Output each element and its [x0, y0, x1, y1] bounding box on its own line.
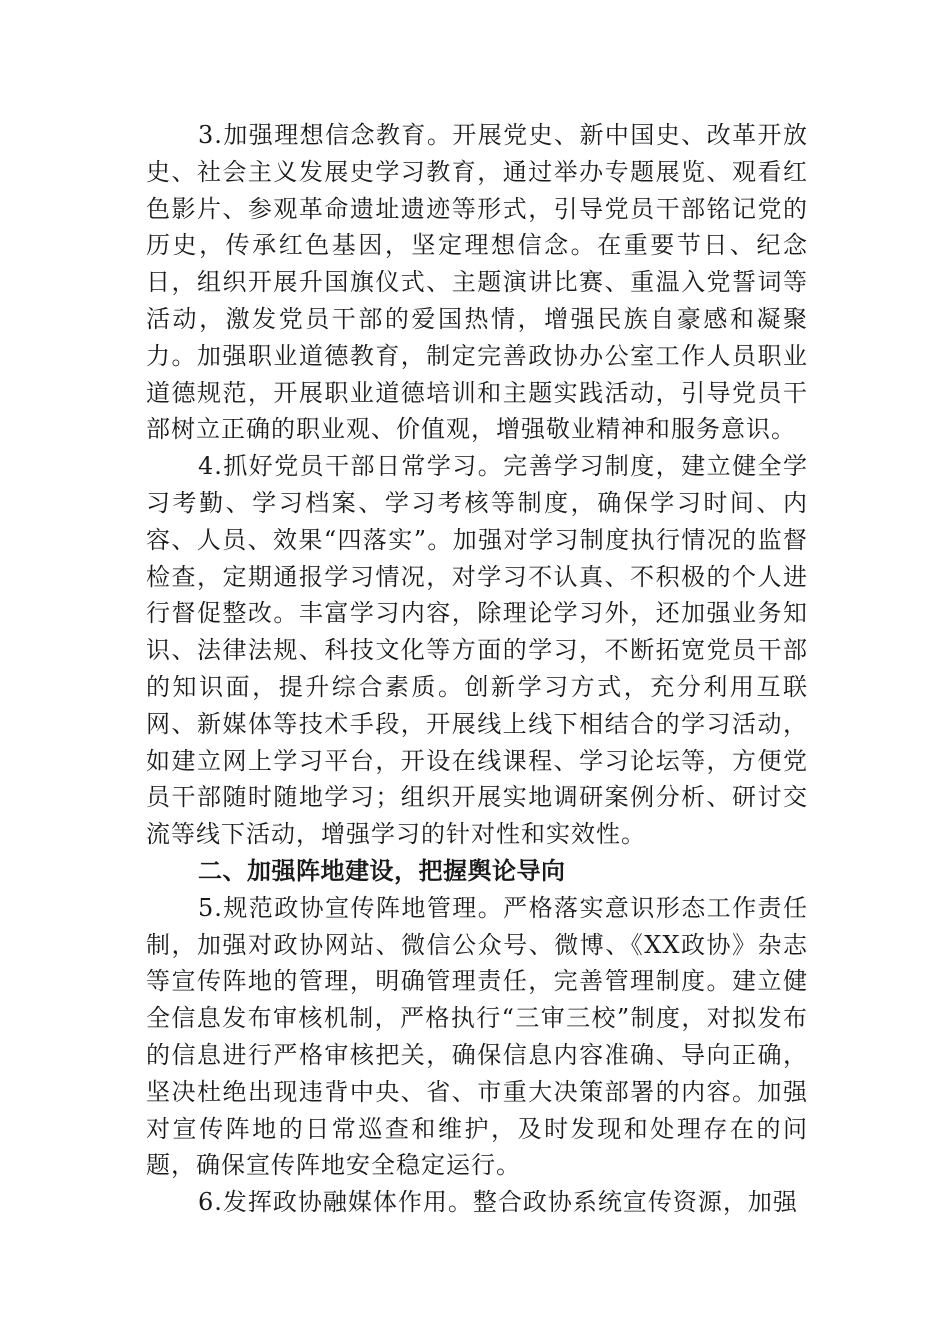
section-heading: 二、加强阵地建设，把握舆论导向 [198, 856, 566, 885]
paragraph-media-role: 6.发挥政协融媒体作用。整合政协系统宣传资源，加强 [198, 1188, 798, 1217]
document-body [146, 117, 808, 1221]
paragraph-ideals-education: 3.加强理想信念教育。开展党史、新中国史、改革开放史、社会主义发展史学习教育，通过举办专题展览、观看红色影片、参观革命遗址遗迹等形式，引导党员干部铭记党的历史，传承红色基因，坚定理想信念。在重要节日、纪念日，组织开展升国旗仪式、主题演讲比赛、重温入党誓词等活动，激发党员干部的爱国热情，增强民族自豪感和凝聚力。加强职业道德教育，制定完善政协办公室工作人员职业道德规范，开展职业道德培训和主题实践活动，引导党员干部树立正确的职业观、价值观，增强敬业精神和服务意识。 [146, 121, 808, 444]
paragraph-daily-study: 4.抓好党员干部日常学习。完善学习制度，建立健全学习考勤、学习档案、学习考核等制度，确保学习时间、内容、人员、效果“四落实”。加强对学习制度执行情况的监督检查，定期通报学习情况，对学习不认真、不积极的个人进行督促整改。丰富学习内容，除理论学习外，还加强业务知识、法律法规、科技文化等方面的学习，不断拓宽党员干部的知识面，提升综合素质。创新学习方式，充分利用互联网、新媒体等技术手段，开展线上线下相结合的学习活动，如建立网上学习平台，开设在线课程、学习论坛等，方便党员干部随时随地学习；组织开展实地调研案例分析、研讨交流等线下活动，增强学习的针对性和实效性。 [146, 452, 808, 849]
paragraph-publicity-management: 5.规范政协宣传阵地管理。严格落实意识形态工作责任制，加强对政协网站、微信公众号、微博、《XX政协》杂志等宣传阵地的管理，明确管理责任，完善管理制度。建立健全信息发布审核机制，严格执行“三审三校”制度，对拟发布的信息进行严格审核把关，确保信息内容准确、导向正确，坚决杜绝出现违背中央、省、市重大决策部署的内容。加强对宣传阵地的日常巡查和维护，及时发现和处理存在的问题，确保宣传阵地安全稳定运行。 [146, 893, 808, 1180]
